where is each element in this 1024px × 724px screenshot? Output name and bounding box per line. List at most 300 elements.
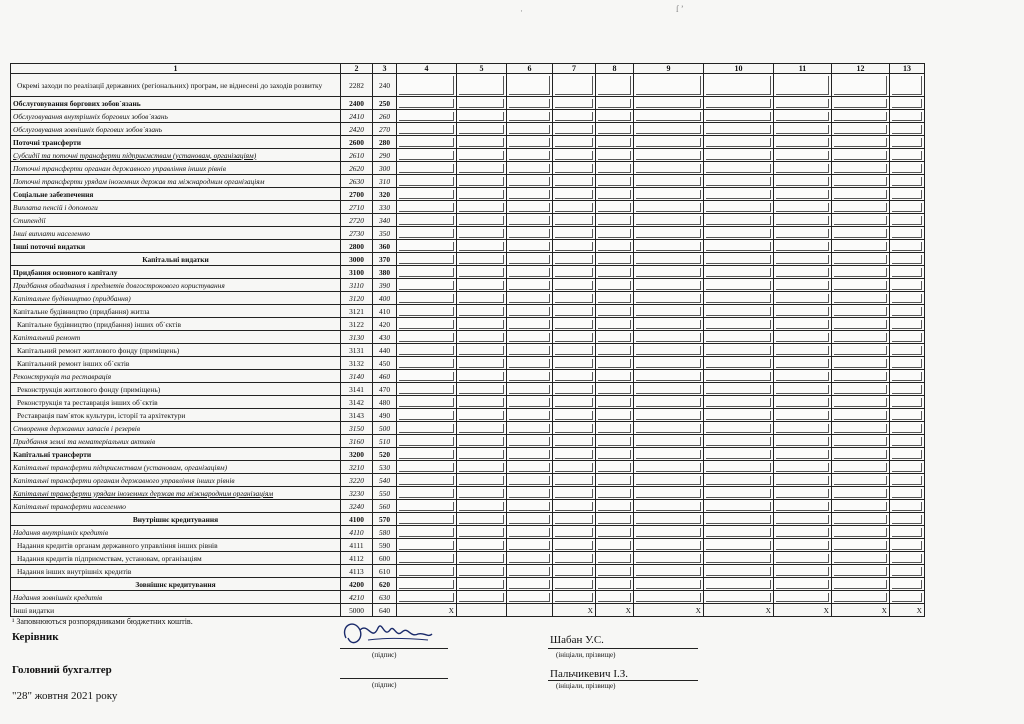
row-label: Поточні трансферти: [11, 136, 341, 149]
value-cell-box: [399, 151, 454, 160]
table-row: [11, 123, 925, 136]
value-cell-box: [598, 463, 631, 472]
table-row: [11, 539, 925, 552]
value-cell-box: [459, 216, 504, 225]
not-applicable-cell: X: [596, 604, 634, 617]
value-cell-box: [892, 76, 922, 95]
value-cell: [704, 578, 774, 591]
value-cell: [596, 240, 634, 253]
value-cell: [596, 110, 634, 123]
value-cell: [596, 227, 634, 240]
value-cell: [397, 500, 457, 513]
value-cell: [890, 565, 925, 578]
value-cell: [553, 396, 596, 409]
kekv-code: 5000: [341, 604, 373, 617]
value-cell-box: [509, 333, 550, 342]
value-cell: [553, 578, 596, 591]
value-cell: [774, 149, 832, 162]
value-cell: [553, 474, 596, 487]
value-cell-box: [399, 437, 454, 446]
value-cell: [704, 97, 774, 110]
row-label: Соціальне забезпечення: [11, 188, 341, 201]
value-cell: [457, 539, 507, 552]
table-row: [11, 344, 925, 357]
value-cell-box: [706, 190, 771, 199]
value-cell: [832, 279, 890, 292]
value-cell-box: [399, 554, 454, 563]
value-cell: [774, 214, 832, 227]
value-cell: [553, 227, 596, 240]
value-cell-box: [706, 437, 771, 446]
value-cell: [553, 565, 596, 578]
value-cell: [890, 279, 925, 292]
value-cell-box: [892, 372, 922, 381]
table-row: [11, 383, 925, 396]
value-cell-box: [555, 502, 593, 511]
value-cell-box: [636, 528, 701, 537]
value-cell: [774, 448, 832, 461]
value-cell-box: [509, 281, 550, 290]
value-cell: [457, 552, 507, 565]
value-cell: [832, 500, 890, 513]
value-cell-box: [509, 268, 550, 277]
value-cell: [832, 526, 890, 539]
value-cell-box: [706, 76, 771, 95]
value-cell: [704, 500, 774, 513]
not-applicable-cell: X: [704, 604, 774, 617]
value-cell-box: [636, 541, 701, 550]
value-cell: [832, 188, 890, 201]
value-cell-box: [636, 164, 701, 173]
value-cell: [397, 266, 457, 279]
value-cell-box: [636, 359, 701, 368]
value-cell-box: [399, 359, 454, 368]
value-cell: [457, 253, 507, 266]
value-cell-box: [892, 151, 922, 160]
value-cell-box: [636, 216, 701, 225]
value-cell-box: [598, 398, 631, 407]
value-cell: [890, 552, 925, 565]
value-cell-box: [598, 268, 631, 277]
value-cell: [596, 253, 634, 266]
value-cell-box: [892, 333, 922, 342]
value-cell-box: [598, 294, 631, 303]
kekv-code: 4110: [341, 526, 373, 539]
value-cell-box: [892, 398, 922, 407]
value-cell: [890, 526, 925, 539]
value-cell: [774, 292, 832, 305]
row-code: 290: [373, 149, 397, 162]
value-cell: [596, 136, 634, 149]
value-cell-box: [892, 359, 922, 368]
value-cell: [596, 74, 634, 97]
kekv-code: 2620: [341, 162, 373, 175]
value-cell: [832, 214, 890, 227]
value-cell-box: [892, 554, 922, 563]
value-cell: [507, 201, 553, 214]
value-cell-box: [776, 463, 829, 472]
kekv-code: 2710: [341, 201, 373, 214]
not-applicable-cell: X: [553, 604, 596, 617]
value-cell: [397, 487, 457, 500]
table-row: [11, 279, 925, 292]
value-cell-box: [555, 281, 593, 290]
row-code: 580: [373, 526, 397, 539]
value-cell-box: [834, 281, 887, 290]
value-cell: [457, 461, 507, 474]
value-cell: [457, 97, 507, 110]
value-cell: [596, 201, 634, 214]
value-cell-box: [776, 307, 829, 316]
kekv-code: 3120: [341, 292, 373, 305]
value-cell: [596, 578, 634, 591]
value-cell-box: [636, 151, 701, 160]
value-cell: [553, 487, 596, 500]
value-cell-box: [399, 203, 454, 212]
value-cell-box: [776, 99, 829, 108]
value-cell-box: [776, 125, 829, 134]
value-cell: [774, 370, 832, 383]
value-cell-box: [776, 320, 829, 329]
value-cell-box: [636, 463, 701, 472]
value-cell: [553, 253, 596, 266]
value-cell-box: [834, 138, 887, 147]
column-header-10: 10: [704, 64, 774, 74]
value-cell: [832, 487, 890, 500]
table-row: [11, 500, 925, 513]
value-cell: [832, 539, 890, 552]
value-cell-box: [834, 190, 887, 199]
value-cell: [634, 266, 704, 279]
value-cell: [397, 383, 457, 396]
value-cell: [553, 357, 596, 370]
value-cell-box: [706, 112, 771, 121]
value-cell: [704, 227, 774, 240]
value-cell-box: [555, 307, 593, 316]
value-cell-box: [776, 268, 829, 277]
value-cell: [553, 422, 596, 435]
value-cell: [596, 552, 634, 565]
value-cell-box: [636, 320, 701, 329]
value-cell: [704, 344, 774, 357]
value-cell-box: [598, 489, 631, 498]
head-label: Керівник: [12, 631, 59, 643]
value-cell: [634, 97, 704, 110]
value-cell-box: [892, 346, 922, 355]
value-cell: [457, 422, 507, 435]
scan-mark: ſ ʼ: [676, 4, 684, 14]
value-cell: [890, 331, 925, 344]
value-cell-box: [399, 541, 454, 550]
value-cell-box: [892, 320, 922, 329]
value-cell: [774, 357, 832, 370]
value-cell: [507, 266, 553, 279]
value-cell-box: [834, 307, 887, 316]
value-cell: [704, 513, 774, 526]
value-cell-box: [555, 151, 593, 160]
value-cell: [596, 487, 634, 500]
value-cell-box: [459, 593, 504, 602]
value-cell: [507, 539, 553, 552]
value-cell: [457, 123, 507, 136]
value-cell: [774, 487, 832, 500]
value-cell-box: [509, 424, 550, 433]
value-cell: [774, 409, 832, 422]
value-cell: [457, 383, 507, 396]
head-signature-line: [340, 648, 448, 649]
value-cell-box: [598, 346, 631, 355]
value-cell: [774, 266, 832, 279]
value-cell: [634, 162, 704, 175]
value-cell-box: [636, 398, 701, 407]
value-cell: [553, 500, 596, 513]
value-cell: [832, 396, 890, 409]
row-label: Надання інших внутрішніх кредитів: [11, 565, 341, 578]
row-label: Капітальний ремонт інших об`єктів: [11, 357, 341, 370]
value-cell-box: [459, 463, 504, 472]
row-code: 620: [373, 578, 397, 591]
value-cell: [397, 149, 457, 162]
value-cell: [507, 448, 553, 461]
value-cell: [507, 305, 553, 318]
value-cell-box: [459, 424, 504, 433]
value-cell: [553, 552, 596, 565]
value-cell-box: [636, 333, 701, 342]
value-cell: [704, 396, 774, 409]
value-cell-box: [399, 411, 454, 420]
value-cell: [890, 383, 925, 396]
value-cell-box: [776, 437, 829, 446]
value-cell-box: [459, 99, 504, 108]
value-cell: [890, 188, 925, 201]
value-cell-box: [598, 580, 631, 589]
value-cell-box: [598, 216, 631, 225]
footnote: ¹ Заповнюються розпорядниками бюджетних коштів.: [12, 617, 193, 626]
value-cell: [634, 539, 704, 552]
value-cell: [774, 175, 832, 188]
table-row: [11, 305, 925, 318]
value-cell-box: [459, 346, 504, 355]
value-cell: [890, 435, 925, 448]
value-cell-box: [509, 216, 550, 225]
value-cell: [774, 552, 832, 565]
value-cell: [397, 344, 457, 357]
value-cell-box: [636, 554, 701, 563]
value-cell: [397, 188, 457, 201]
value-cell: [774, 383, 832, 396]
value-cell: [507, 188, 553, 201]
value-cell-box: [399, 476, 454, 485]
value-cell-box: [555, 515, 593, 524]
value-cell-box: [706, 268, 771, 277]
value-cell: [890, 162, 925, 175]
row-code: 400: [373, 292, 397, 305]
value-cell-box: [706, 203, 771, 212]
value-cell: [507, 227, 553, 240]
value-cell-box: [509, 99, 550, 108]
value-cell-box: [636, 268, 701, 277]
value-cell: [596, 474, 634, 487]
value-cell-box: [636, 424, 701, 433]
value-cell-box: [509, 76, 550, 95]
value-cell-box: [892, 125, 922, 134]
value-cell-box: [636, 112, 701, 121]
row-label: Надання кредитів органам державного управління інших рівнів: [11, 539, 341, 552]
value-cell: [704, 266, 774, 279]
value-cell-box: [834, 112, 887, 121]
value-cell-box: [706, 359, 771, 368]
value-cell-box: [459, 411, 504, 420]
value-cell: [553, 279, 596, 292]
value-cell: [507, 487, 553, 500]
table-row: [11, 396, 925, 409]
value-cell-box: [598, 528, 631, 537]
value-cell: [890, 227, 925, 240]
value-cell-box: [598, 502, 631, 511]
value-cell: [397, 513, 457, 526]
value-cell: [457, 149, 507, 162]
value-cell: [397, 539, 457, 552]
value-cell: [596, 162, 634, 175]
value-cell: [704, 461, 774, 474]
value-cell: [704, 474, 774, 487]
value-cell-box: [892, 515, 922, 524]
value-cell: [553, 448, 596, 461]
value-cell: [553, 266, 596, 279]
row-code: 600: [373, 552, 397, 565]
value-cell: [774, 279, 832, 292]
value-cell-box: [399, 372, 454, 381]
value-cell: [832, 97, 890, 110]
row-code: 590: [373, 539, 397, 552]
value-cell: [634, 500, 704, 513]
value-cell: [397, 227, 457, 240]
value-cell: [634, 318, 704, 331]
value-cell-box: [399, 346, 454, 355]
value-cell: [634, 175, 704, 188]
value-cell-box: [706, 541, 771, 550]
value-cell-box: [706, 372, 771, 381]
value-cell-box: [776, 151, 829, 160]
value-cell-box: [459, 541, 504, 550]
row-code: 420: [373, 318, 397, 331]
value-cell: [553, 110, 596, 123]
value-cell-box: [555, 528, 593, 537]
column-header-9: 9: [634, 64, 704, 74]
value-cell-box: [598, 242, 631, 251]
value-cell-box: [459, 333, 504, 342]
kekv-code: 3131: [341, 344, 373, 357]
accountant-signature-caption: (підпис): [372, 681, 397, 689]
value-cell-box: [459, 476, 504, 485]
value-cell-box: [598, 281, 631, 290]
value-cell: [832, 266, 890, 279]
value-cell: [596, 266, 634, 279]
value-cell-box: [598, 411, 631, 420]
value-cell: [832, 110, 890, 123]
value-cell-box: [598, 190, 631, 199]
value-cell: [832, 162, 890, 175]
row-label: Обслуговування внутрішніх боргових зобов`язань: [11, 110, 341, 123]
value-cell: [774, 318, 832, 331]
value-cell-box: [706, 476, 771, 485]
value-cell: [596, 422, 634, 435]
row-label: Надання внутрішніх кредитів: [11, 526, 341, 539]
value-cell: [634, 357, 704, 370]
value-cell-box: [555, 463, 593, 472]
row-code: 430: [373, 331, 397, 344]
value-cell: [774, 513, 832, 526]
value-cell: [774, 461, 832, 474]
row-code: 330: [373, 201, 397, 214]
value-cell-box: [892, 229, 922, 238]
value-cell-box: [776, 281, 829, 290]
value-cell-box: [509, 528, 550, 537]
value-cell-box: [399, 593, 454, 602]
value-cell-box: [706, 216, 771, 225]
value-cell: [397, 162, 457, 175]
row-code: 470: [373, 383, 397, 396]
value-cell-box: [834, 541, 887, 550]
value-cell: [890, 123, 925, 136]
value-cell-box: [459, 398, 504, 407]
value-cell: [553, 74, 596, 97]
value-cell-box: [776, 255, 829, 264]
value-cell-box: [834, 450, 887, 459]
value-cell-box: [459, 450, 504, 459]
value-cell: [774, 344, 832, 357]
value-cell-box: [555, 450, 593, 459]
value-cell-box: [636, 580, 701, 589]
value-cell-box: [598, 151, 631, 160]
value-cell: [634, 565, 704, 578]
row-code: 360: [373, 240, 397, 253]
value-cell-box: [706, 151, 771, 160]
kekv-code: 4210: [341, 591, 373, 604]
value-cell: [507, 123, 553, 136]
value-cell-box: [892, 450, 922, 459]
value-cell-box: [776, 333, 829, 342]
value-cell: [457, 513, 507, 526]
value-cell: [832, 461, 890, 474]
table-row: [11, 240, 925, 253]
value-cell: [634, 422, 704, 435]
row-code: 390: [373, 279, 397, 292]
value-cell: [704, 74, 774, 97]
table-row: [11, 370, 925, 383]
column-header-12: 12: [832, 64, 890, 74]
value-cell-box: [555, 203, 593, 212]
value-cell: [704, 279, 774, 292]
value-cell-box: [834, 203, 887, 212]
value-cell-box: [399, 567, 454, 576]
value-cell: [890, 422, 925, 435]
value-cell-box: [834, 385, 887, 394]
not-applicable-cell: X: [634, 604, 704, 617]
value-cell: [397, 474, 457, 487]
row-label: Капітальне будівництво (придбання) інших об`єктів: [11, 318, 341, 331]
value-cell: [634, 344, 704, 357]
value-cell-box: [399, 307, 454, 316]
value-cell-box: [834, 502, 887, 511]
value-cell-box: [598, 541, 631, 550]
row-code: 530: [373, 461, 397, 474]
value-cell: [397, 565, 457, 578]
value-cell-box: [892, 385, 922, 394]
value-cell: [553, 370, 596, 383]
value-cell-box: [636, 372, 701, 381]
value-cell-box: [459, 164, 504, 173]
